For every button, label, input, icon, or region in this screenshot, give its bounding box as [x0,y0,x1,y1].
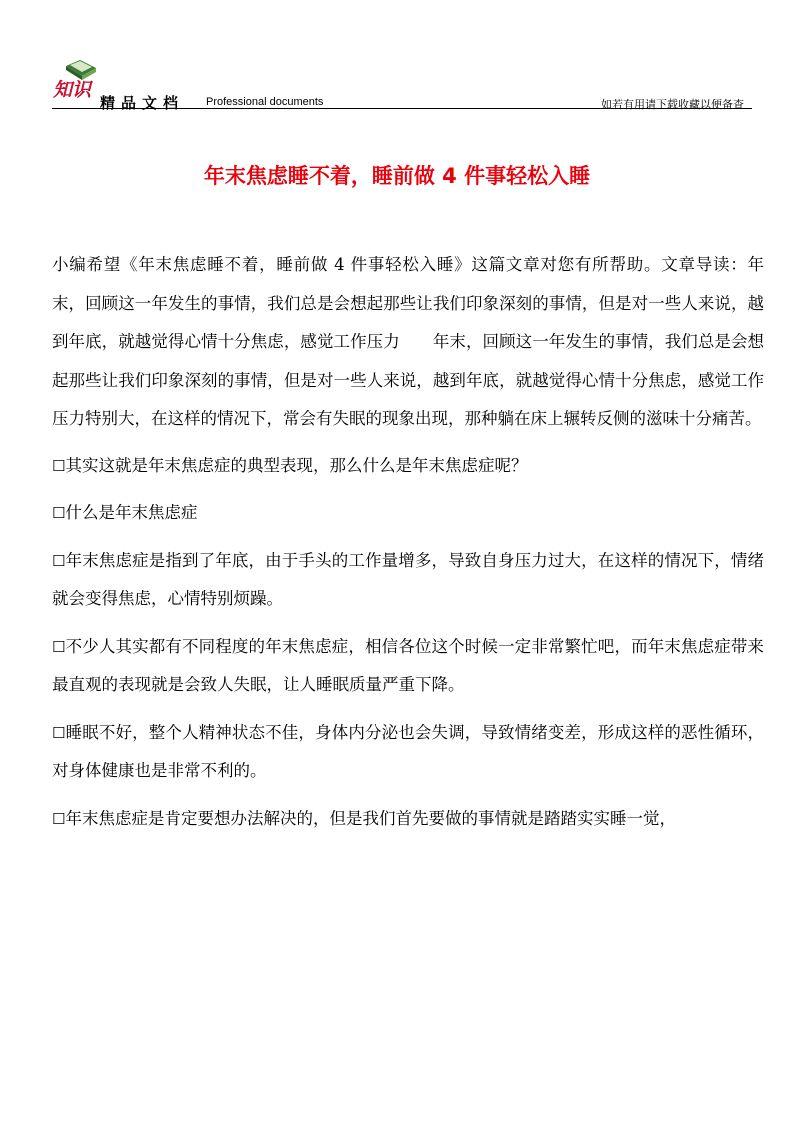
article-title: 年末焦虑睡不着，睡前做 4 件事轻松入睡 [203,164,591,188]
checkbox-icon: ☐ [52,456,66,475]
header-note: 如若有用请下载收藏以便备查 [601,98,744,111]
checkbox-icon: ☐ [52,637,66,656]
logo-text: 知识 [53,79,92,100]
book-icon [66,60,96,80]
paragraph [52,542,764,619]
intro-paragraph: 小编希望《年末焦虑睡不着，睡前做 4 件事轻松入睡》这篇文章对您有所帮助。文章导读：年末，回顾这一年发生的事情，我们总是会想起那些让我们印象深刻的事情，但是对一些人来说，越到年底，就越觉得心情十分焦虑，感觉工作压力 年末，回顾这一年发生的事情，我们总是会想起那些让我们印象深刻的事情，但是对一些人来说，越到年底，就越觉得心情十分焦虑，感觉工作压力特别大，在这样的情况下，常会有失眠的现象出现，那种躺在床上辗转反侧的滋味十分痛苦。 [52,255,764,428]
paragraph-text: 睡眠不好，整个人精神状态不佳，身体内分泌也会失调，导致情绪变差，形成这样的恶性循环，对身体健康也是非常不利的。 [52,722,764,780]
paragraph-text: 年末焦虑症是指到了年底，由于手头的工作量增多，导致自身压力过大，在这样的情况下，情绪就会变得焦虑，心情特别烦躁。 [52,550,764,608]
paragraph [52,714,764,791]
checkbox-icon: ☐ [52,551,66,570]
header-subtitle: Professional documents [206,96,324,108]
article-body [52,246,764,847]
header-title: 精品文档 [100,94,185,112]
paragraph [52,494,764,533]
paragraph-text: 其实这就是年末焦虑症的典型表现，那么什么是年末焦虑症呢？ [65,455,528,475]
checkbox-icon: ☐ [52,504,66,522]
paragraph [52,447,764,486]
header-divider [52,108,752,109]
paragraph-text: 不少人其实都有不同程度的年末焦虑症，相信各位这个时候一定非常繁忙吧，而年末焦虑症带来最直观的表现就是会致人失眠，让人睡眠质量严重下降。 [52,636,764,694]
paragraph-text: 什么是年末焦虑症 [65,503,198,522]
page-header [52,52,752,110]
logo [52,56,104,100]
paragraph [52,800,764,839]
checkbox-icon: ☐ [52,723,66,742]
paragraph [52,628,764,705]
paragraph-text: 年末焦虑症是肯定要想办法解决的，但是我们首先要做的事情就是踏踏实实睡一觉， [65,808,676,828]
checkbox-icon: ☐ [52,809,66,828]
